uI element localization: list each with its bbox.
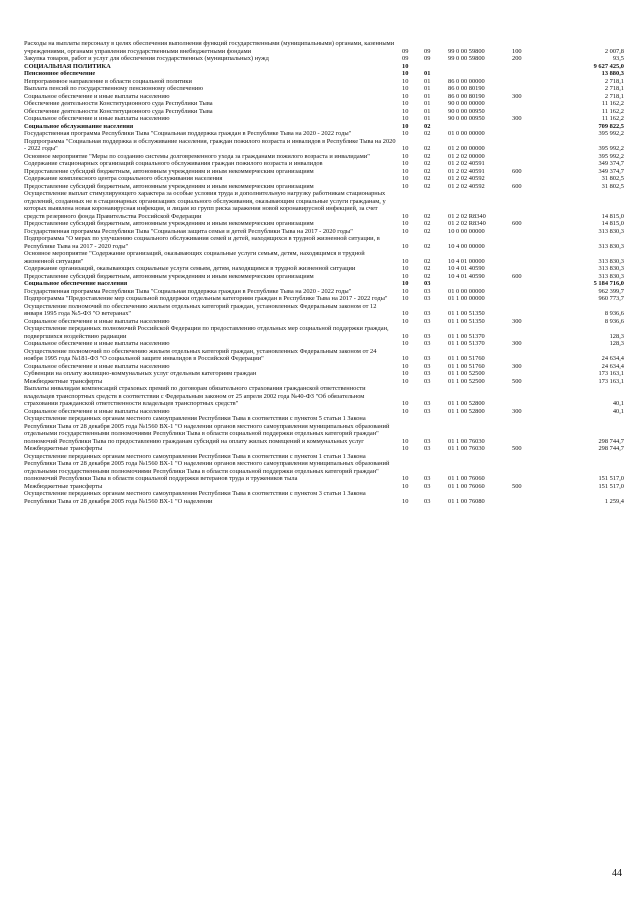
row-amount: 31 802,5 (601, 182, 624, 190)
table-row (24, 160, 624, 168)
row-target-article: 01 1 00 76030 (448, 437, 485, 445)
row-section: 10 (402, 92, 409, 100)
row-target-article: 01 1 00 51760 (448, 355, 485, 362)
table-row (24, 445, 624, 453)
row-target-article: 01 1 00 51370 (448, 332, 485, 340)
row-section: 10 (402, 167, 409, 175)
row-subsection: 02 (424, 220, 431, 227)
table-row (24, 78, 624, 86)
row-amount: 960 773,7 (598, 295, 624, 302)
row-subsection: 09 (424, 47, 431, 55)
row-subsection: 02 (424, 122, 431, 130)
row-name: Выплаты инвалидам компенсаций страховых премий по договорам обязательного страхования гражданской ответственности владельцев транспортных средств в соответствии с Федеральным законом от 25 апреля 2002 года №40-ФЗ "Об обязательном страховании гражданской ответственности владельцев транспортных средств" (24, 385, 366, 407)
row-subsection: 03 (424, 310, 431, 317)
table-row (24, 265, 624, 273)
row-subsection: 02 (424, 145, 431, 152)
table-row (24, 100, 624, 108)
row-target-article: 86 0 00 00000 (448, 77, 485, 85)
row-name: Основное мероприятие "Меры по созданию системы долговременного ухода за гражданами пожилого возраста и инвалидами" (24, 152, 370, 160)
row-target-article: 01 1 00 76080 (448, 497, 485, 505)
row-target-article: 01 2 02 40592 (448, 175, 485, 182)
row-amount: 31 802,5 (601, 175, 624, 182)
row-expense-type: 600 (512, 182, 522, 190)
row-section: 10 (402, 115, 409, 122)
row-amount: 313 830,3 (598, 265, 624, 272)
table-row (24, 363, 624, 371)
row-expense-type: 300 (512, 340, 522, 347)
row-name: Подпрограмма "Предоставление мер социальной поддержки отдельным категориям граждан в Республике Тыва на 2017 - 2022 годы" (24, 295, 388, 302)
row-section: 10 (402, 160, 409, 167)
row-target-article: 99 0 00 59800 (448, 55, 485, 62)
row-amount: 298 744,7 (598, 437, 624, 445)
row-name: Социальное обеспечение и иные выплаты населению (24, 407, 170, 415)
row-amount: 13 880,3 (601, 70, 624, 77)
row-amount: 5 184 716,0 (593, 280, 624, 287)
table-row (24, 220, 624, 228)
row-subsection: 02 (424, 265, 431, 272)
table-row (24, 295, 624, 303)
row-amount: 313 830,3 (598, 242, 624, 250)
row-amount: 128,3 (609, 340, 624, 347)
table-row (24, 235, 624, 250)
row-section: 10 (402, 107, 409, 115)
row-name: Осуществление выплат стимулирующего характера за особые условия труда и дополнительную нагрузку работникам стационарных отделений, созданных не в стационарных организациях социального обслуживания, оказывающим социальные услуги гражданам, у которых выявлена новая коронавирусная инфекция, и лицам из групп риска заражения новой коронавирусной инфекцией, за счет средств резервного фонда Правительства Российской Федерации (24, 190, 386, 220)
row-subsection: 03 (424, 362, 431, 370)
row-amount: 2 718,1 (604, 92, 624, 100)
row-expense-type: 300 (512, 92, 522, 100)
row-section: 10 (402, 70, 409, 77)
row-amount: 2 718,1 (604, 85, 624, 92)
row-name: Содержание комплексного центра социального обслуживания населения (24, 175, 223, 182)
row-target-article: 01 2 02 00000 (448, 152, 485, 160)
row-section: 10 (402, 152, 409, 160)
row-amount: 9 627 425,0 (593, 62, 624, 70)
row-section: 10 (402, 212, 409, 220)
row-name: Социальное обеспечение и иные выплаты населению (24, 340, 170, 347)
row-target-article: 10 0 00 00000 (448, 227, 485, 235)
row-subsection: 03 (424, 280, 431, 287)
row-section: 10 (402, 377, 409, 385)
table-row (24, 340, 624, 348)
row-section: 10 (402, 77, 409, 85)
table-row (24, 228, 624, 236)
row-section: 10 (402, 85, 409, 92)
row-name: Осуществление переданных органам местного самоуправления Республики Тыва в соответствии с пунктом 1 статьи 1 Закона Республики Тыва от 28 декабря 2005 года №1560 ВХ-1 "О наделении органов местного самоуправления муниципальных образований отдельными государственными полномочиями Республики Тыва в области социальной поддержки отдельных категорий граждан" полномочий Республики Тыва в области социальной поддержки ветеранов труда и тружеников тыла (24, 452, 390, 482)
row-target-article: 10 4 00 00000 (448, 242, 485, 250)
row-amount: 151 517,0 (598, 475, 624, 482)
table-row (24, 490, 624, 505)
row-target-article: 01 1 00 52500 (448, 370, 485, 377)
row-name: Осуществление переданных полномочий Российской Федерации по предоставлению отдельных мер социальной поддержки граждан, подвергшихся воздействию радиации (24, 325, 389, 340)
row-section: 10 (402, 257, 409, 265)
row-name: Межбюджетные трансферты (24, 445, 103, 452)
row-expense-type: 600 (512, 272, 522, 280)
row-name: Социальное обеспечение и иные выплаты населению (24, 317, 170, 325)
row-section: 10 (402, 445, 409, 452)
row-subsection: 01 (424, 70, 431, 77)
row-name: Осуществление переданных органам местного самоуправления Республики Тыва в соответствии с пунктом 5 статьи 1 Закона Республики Тыва от 28 декабря 2005 года №1560 ВХ-1 "О наделении органов местного самоуправления муниципальных образований отдельными государственными полномочиями Республики Тыва в области социальной поддержки отдельных категорий граждан" полномочий Республики Тыва по предоставлению гражданам субсидий на оплату жилых помещений и коммунальных услуг (24, 415, 390, 445)
row-subsection: 01 (424, 115, 431, 122)
row-amount: 151 517,0 (598, 482, 624, 490)
row-target-article: 99 0 00 59800 (448, 47, 485, 55)
row-section: 10 (402, 340, 409, 347)
row-target-article: 01 1 00 51350 (448, 317, 485, 325)
row-name: Осуществление переданных органам местного самоуправления Республики Тыва в соответствии с пунктом 3 статьи 1 Закона Республики Тыва от 28 декабря 2005 года №1560 ВХ-1 "О наделении (24, 490, 366, 505)
row-subsection: 01 (424, 107, 431, 115)
row-amount: 2 007,8 (604, 47, 624, 55)
row-target-article: 10 4 01 40590 (448, 272, 485, 280)
row-amount: 24 634,4 (601, 362, 624, 370)
row-subsection: 01 (424, 100, 431, 107)
row-target-article: 10 4 01 00000 (448, 257, 485, 265)
row-name: Закупка товаров, работ и услуг для обеспечения государственных (муниципальных) нужд (24, 55, 269, 62)
row-amount: 709 822,5 (598, 122, 624, 130)
row-section: 10 (402, 145, 409, 152)
row-section: 10 (402, 355, 409, 362)
table-row (24, 63, 624, 71)
row-amount: 313 830,3 (598, 227, 624, 235)
row-target-article: 86 0 00 80190 (448, 92, 485, 100)
row-expense-type: 500 (512, 445, 522, 452)
row-subsection: 03 (424, 400, 431, 407)
table-row (24, 40, 624, 55)
row-section: 10 (402, 332, 409, 340)
row-subsection: 03 (424, 287, 431, 295)
table-row (24, 130, 624, 138)
row-amount: 11 162,2 (601, 115, 624, 122)
row-name: Содержание стационарных организаций социального обслуживания граждан пожилого возраста и инвалидов (24, 160, 323, 167)
row-section: 10 (402, 295, 409, 302)
row-name: Пенсионное обеспечение (24, 70, 96, 77)
table-row (24, 183, 624, 191)
row-section: 10 (402, 175, 409, 182)
row-target-article: 86 0 00 80190 (448, 85, 485, 92)
row-subsection: 03 (424, 340, 431, 347)
row-subsection: 02 (424, 242, 431, 250)
row-amount: 395 992,2 (598, 152, 624, 160)
row-subsection: 02 (424, 175, 431, 182)
row-amount: 349 374,7 (598, 160, 624, 167)
row-amount: 40,1 (612, 407, 624, 415)
row-name: Основное мероприятие "Содержание организаций, оказывающих социальные услуги семьям, детям, находящимся в трудной жизненной ситуации" (24, 250, 365, 265)
row-subsection: 02 (424, 182, 431, 190)
row-section: 10 (402, 317, 409, 325)
row-subsection: 02 (424, 272, 431, 280)
row-amount: 313 830,3 (598, 272, 624, 280)
row-subsection: 01 (424, 85, 431, 92)
row-name: Осуществление полномочий по обеспечению жильем отдельных категорий граждан, установленных Федеральным законом от 24 ноября 1995 года №181-ФЗ "О социальной защите инвалидов в Российской Федерации" (24, 347, 377, 362)
row-subsection: 03 (424, 317, 431, 325)
row-section: 10 (402, 227, 409, 235)
row-target-article: 90 0 00 00000 (448, 100, 485, 107)
row-target-article: 01 1 00 76030 (448, 445, 485, 452)
row-name: СОЦИАЛЬНАЯ ПОЛИТИКА (24, 62, 111, 70)
row-subsection: 01 (424, 92, 431, 100)
row-target-article: 01 1 00 00000 (448, 295, 485, 302)
row-amount: 395 992,2 (598, 130, 624, 137)
row-expense-type: 200 (512, 55, 522, 62)
row-section: 10 (402, 182, 409, 190)
row-amount: 8 936,6 (604, 310, 624, 317)
table-row (24, 318, 624, 326)
row-target-article: 01 1 00 52800 (448, 400, 485, 407)
table-row (24, 55, 624, 63)
budget-table (24, 40, 624, 505)
row-section: 10 (402, 122, 409, 130)
row-subsection: 03 (424, 497, 431, 505)
row-name: Осуществление полномочий по обеспечению жильем отдельных категорий граждан, установленных Федеральным законом от 12 января 1995 года №5-ФЗ "О ветеранах" (24, 302, 377, 317)
row-target-article: 01 2 02 40592 (448, 182, 485, 190)
row-subsection: 02 (424, 160, 431, 167)
row-amount: 14 815,0 (601, 212, 624, 220)
row-target-article: 01 2 02 R8340 (448, 220, 486, 227)
row-expense-type: 300 (512, 115, 522, 122)
table-row (24, 415, 624, 445)
row-section: 10 (402, 400, 409, 407)
row-section: 10 (402, 130, 409, 137)
page-number: 44 (612, 868, 622, 879)
row-subsection: 02 (424, 167, 431, 175)
row-name: Предоставление субсидий бюджетным, автономным учреждениям и иным некоммерческим организациям (24, 182, 314, 190)
row-section: 10 (402, 265, 409, 272)
row-amount: 173 163,1 (598, 377, 624, 385)
table-row (24, 348, 624, 363)
row-section: 09 (402, 55, 409, 62)
row-name: Подпрограмма "Социальная поддержка и обслуживание населения, граждан пожилого возраста и инвалидов в Республике Тыва на 2020 - 2022 годы" (24, 137, 396, 152)
table-row (24, 70, 624, 78)
table-row (24, 325, 624, 340)
row-subsection: 03 (424, 377, 431, 385)
row-section: 10 (402, 272, 409, 280)
row-amount: 962 399,7 (598, 287, 624, 295)
table-row (24, 370, 624, 378)
row-amount: 395 992,2 (598, 145, 624, 152)
row-amount: 93,5 (612, 55, 624, 62)
row-section: 10 (402, 287, 409, 295)
row-amount: 40,1 (612, 400, 624, 407)
table-row (24, 138, 624, 153)
row-amount: 298 744,7 (598, 445, 624, 452)
row-name: Государственная программа Республики Тыва "Социальная поддержка граждан в Республике Тыва на 2020 - 2022 годы" (24, 287, 352, 295)
table-row (24, 93, 624, 101)
row-amount: 24 634,4 (601, 355, 624, 362)
row-target-article: 01 1 00 51760 (448, 362, 485, 370)
row-subsection: 01 (424, 77, 431, 85)
table-row (24, 273, 624, 281)
row-section: 10 (402, 242, 409, 250)
row-amount: 349 374,7 (598, 167, 624, 175)
row-expense-type: 600 (512, 167, 522, 175)
row-target-article: 01 1 00 51370 (448, 340, 485, 347)
table-row (24, 453, 624, 483)
row-section: 10 (402, 280, 409, 287)
row-target-article: 10 4 01 40590 (448, 265, 485, 272)
row-target-article: 01 1 00 51350 (448, 310, 485, 317)
row-section: 10 (402, 497, 409, 505)
row-target-article: 90 0 00 00950 (448, 115, 485, 122)
table-row (24, 280, 624, 288)
row-amount: 1 259,4 (604, 497, 624, 505)
row-expense-type: 500 (512, 482, 522, 490)
row-amount: 2 718,1 (604, 77, 624, 85)
row-subsection: 03 (424, 370, 431, 377)
row-expense-type: 600 (512, 220, 522, 227)
row-subsection: 03 (424, 482, 431, 490)
row-subsection: 03 (424, 475, 431, 482)
row-section: 10 (402, 407, 409, 415)
row-target-article: 01 0 00 00000 (448, 287, 485, 295)
row-name: Расходы на выплаты персоналу в целях обеспечения выполнения функций государственными (муниципальными) органами, казенными учреждениями, органами управления государственными внебюджетными фондами (24, 40, 395, 55)
row-name: Социальное обеспечение и иные выплаты населению (24, 92, 170, 100)
table-row (24, 190, 624, 220)
row-target-article: 01 2 02 40591 (448, 160, 485, 167)
row-section: 10 (402, 100, 409, 107)
table-row (24, 85, 624, 93)
row-amount: 313 830,3 (598, 257, 624, 265)
row-subsection: 02 (424, 130, 431, 137)
row-section: 10 (402, 362, 409, 370)
row-name: Предоставление субсидий бюджетным, автономным учреждениям и иным некоммерческим организациям (24, 272, 314, 280)
table-row (24, 288, 624, 296)
table-row (24, 378, 624, 386)
row-section: 10 (402, 437, 409, 445)
row-amount: 8 936,6 (604, 317, 624, 325)
row-target-article: 01 2 00 00000 (448, 145, 485, 152)
table-row (24, 108, 624, 116)
table-row (24, 115, 624, 123)
row-target-article: 01 2 02 40591 (448, 167, 485, 175)
row-expense-type: 300 (512, 317, 522, 325)
table-row (24, 408, 624, 416)
table-row (24, 303, 624, 318)
row-subsection: 03 (424, 445, 431, 452)
row-name: Межбюджетные трансферты (24, 482, 103, 490)
row-target-article: 01 1 00 76060 (448, 475, 485, 482)
row-name: Обеспечение деятельности Конституционного суда Республики Тыва (24, 100, 213, 107)
row-target-article: 01 1 00 76060 (448, 482, 485, 490)
row-name: Подпрограмма "О мерах по улучшению социального обслуживания семей и детей, находящихся в трудной жизненной ситуации, в Республике Тыва на 2017 - 2020 годы" (24, 235, 380, 250)
row-section: 10 (402, 475, 409, 482)
row-name: Предоставление субсидий бюджетным, автономным учреждениям и иным некоммерческим организациям (24, 220, 314, 227)
row-subsection: 03 (424, 355, 431, 362)
row-expense-type: 500 (512, 377, 522, 385)
row-target-article: 01 0 00 00000 (448, 130, 485, 137)
row-name: Социальное обеспечение населения (24, 280, 128, 287)
row-amount: 128,3 (609, 332, 624, 340)
row-target-article: 01 2 02 R8340 (448, 212, 486, 220)
row-amount: 11 162,2 (601, 100, 624, 107)
row-name: Выплата пенсий по государственному пенсионному обеспечению (24, 85, 203, 92)
row-subsection: 03 (424, 437, 431, 445)
row-subsection: 03 (424, 407, 431, 415)
row-name: Предоставление субсидий бюджетным, автономным учреждениям и иным некоммерческим организациям (24, 167, 314, 175)
row-section: 10 (402, 310, 409, 317)
row-expense-type: 100 (512, 47, 522, 55)
row-amount: 14 815,0 (601, 220, 624, 227)
table-row (24, 385, 624, 408)
row-subsection: 03 (424, 295, 431, 302)
table-row (24, 153, 624, 161)
row-name: Обеспечение деятельности Конституционного суда Республики Тыва (24, 107, 213, 115)
row-section: 09 (402, 47, 409, 55)
row-section: 10 (402, 370, 409, 377)
row-subsection: 02 (424, 152, 431, 160)
row-name: Государственная программа Республики Тыва "Социальная поддержка граждан в Республике Тыва на 2020 - 2022 годы" (24, 130, 352, 137)
row-name: Государственная программа Республики Тыва "Социальная защита семьи и детей Республики Тыва на 2017 - 2020 годы" (24, 227, 353, 235)
row-subsection: 02 (424, 212, 431, 220)
row-amount: 11 162,2 (601, 107, 624, 115)
row-target-article: 90 0 00 00950 (448, 107, 485, 115)
row-name: Социальное обеспечение и иные выплаты населению (24, 115, 170, 122)
table-row (24, 168, 624, 176)
row-name: Содержание организаций, оказывающих социальные услуги семьям, детям, находящимся в трудной жизненной ситуации (24, 265, 356, 272)
row-subsection: 02 (424, 257, 431, 265)
row-section: 10 (402, 220, 409, 227)
row-name: Социальное обслуживание населения (24, 122, 134, 130)
row-name: Социальное обеспечение и иные выплаты населению (24, 362, 170, 370)
row-name: Межбюджетные трансферты (24, 377, 103, 385)
row-subsection: 09 (424, 55, 431, 62)
table-row (24, 483, 624, 491)
row-section: 10 (402, 62, 409, 70)
table-row (24, 175, 624, 183)
row-section: 10 (402, 482, 409, 490)
row-amount: 173 163,1 (598, 370, 624, 377)
row-target-article: 01 1 00 52500 (448, 377, 485, 385)
row-name: Непрограммное направление в области социальной политики (24, 77, 192, 85)
row-expense-type: 300 (512, 407, 522, 415)
row-subsection: 02 (424, 227, 431, 235)
row-name: Субвенции на оплату жилищно-коммунальных услуг отдельным категориям граждан (24, 370, 257, 377)
table-row (24, 250, 624, 265)
row-target-article: 01 1 00 52800 (448, 407, 485, 415)
row-expense-type: 300 (512, 362, 522, 370)
row-subsection: 03 (424, 332, 431, 340)
table-row (24, 123, 624, 131)
